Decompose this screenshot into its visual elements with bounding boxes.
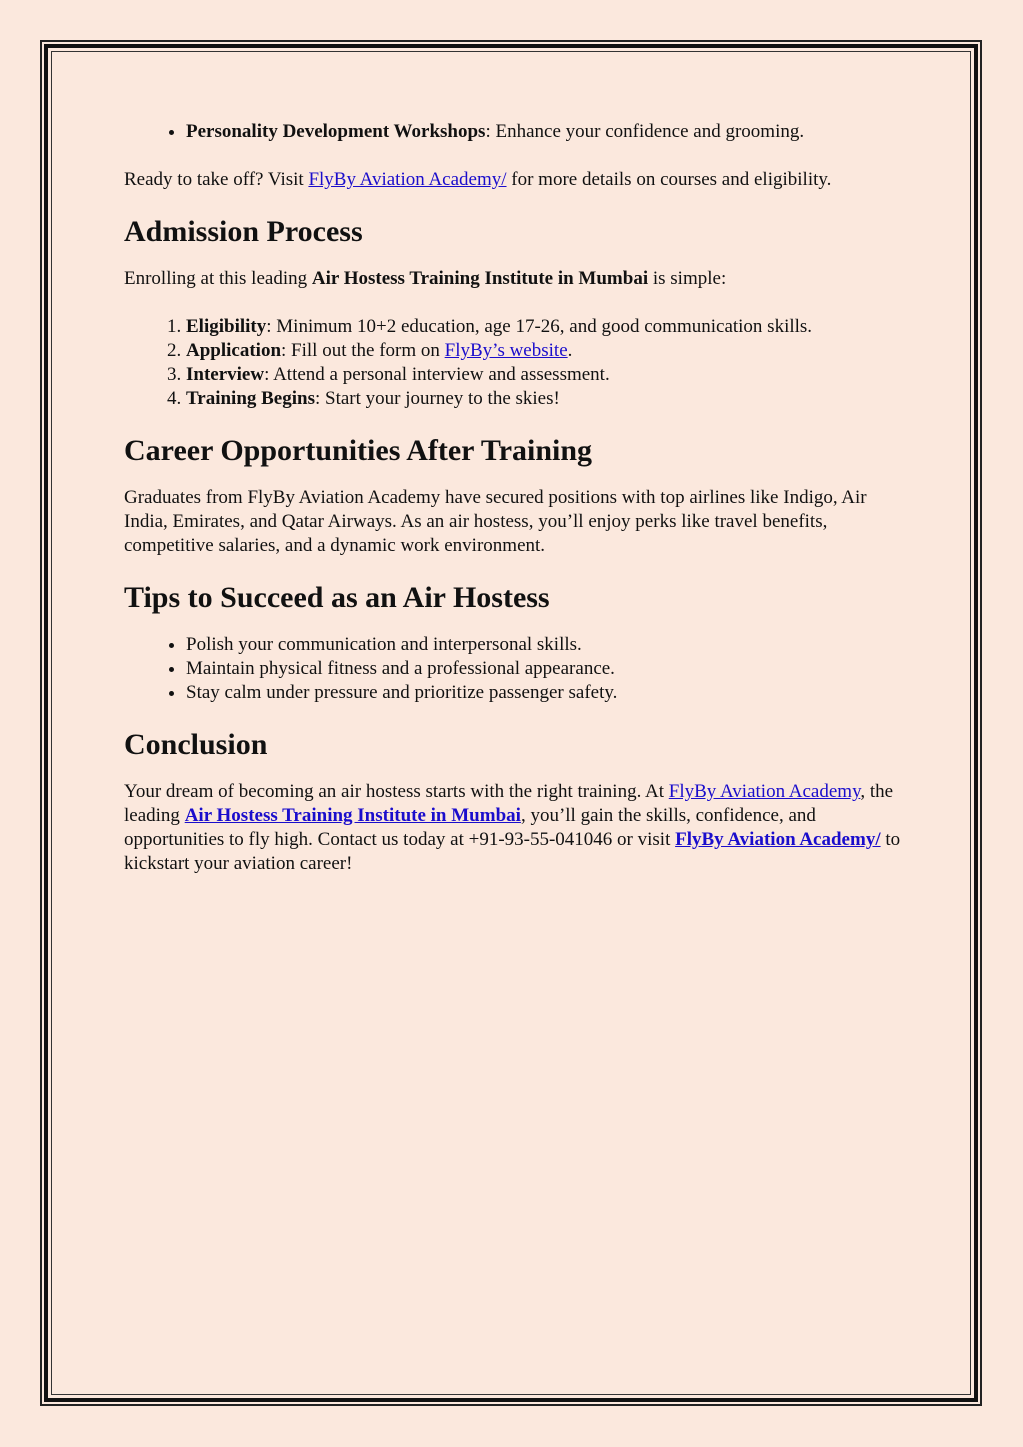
list-item-title: Personality Development Workshops bbox=[186, 121, 486, 142]
step-text: : Minimum 10+2 education, age 17-26, and good communication skills. bbox=[266, 316, 813, 337]
admission-heading: Admission Process bbox=[124, 215, 363, 248]
tips-heading: Tips to Succeed as an Air Hostess bbox=[124, 581, 550, 614]
step-text: : Fill out the form on bbox=[281, 340, 445, 361]
flyby-academy-link[interactable]: FlyBy Aviation Academy/ bbox=[308, 169, 507, 190]
list-item bbox=[186, 120, 914, 144]
step-text: : Start your journey to the skies! bbox=[314, 388, 560, 409]
list-item bbox=[186, 315, 914, 339]
admission-intro bbox=[124, 267, 914, 291]
flyby-academy-link[interactable]: FlyBy Aviation Academy bbox=[668, 781, 861, 802]
list-item bbox=[186, 363, 914, 387]
intro-bold-text: Air Hostess Training Institute in Mumbai bbox=[311, 268, 649, 289]
conclusion-text: to kickstart your aviation career! bbox=[124, 829, 901, 874]
conclusion-text: , the leading bbox=[124, 781, 894, 826]
ready-text-before: Ready to take off? Visit bbox=[124, 169, 309, 190]
intro-text: Enrolling at this leading bbox=[124, 268, 312, 289]
step-title: Eligibility bbox=[186, 316, 267, 337]
ready-text-after: for more details on courses and eligibility. bbox=[506, 169, 832, 190]
admission-steps-list bbox=[124, 315, 914, 411]
features-list bbox=[124, 120, 914, 144]
career-paragraph: Graduates from FlyBy Aviation Academy have secured positions with top airlines like Indigo, Air India, Emirates, and Qatar Airways. As an air hostess, you’ll enjoy perks like travel benefits, competitive salaries, and a dynamic work environment. bbox=[124, 487, 867, 556]
conclusion-text: , you’ll gain the skills, confidence, and opportunities to fly high. Contact us today at +91-93-55-041046 or visit bbox=[124, 805, 816, 850]
conclusion-text: Your dream of becoming an air hostess starts with the right training. At bbox=[124, 781, 669, 802]
career-heading: Career Opportunities After Training bbox=[124, 434, 593, 467]
step-title: Application bbox=[186, 340, 282, 361]
list-item: • Maintain physical fitness and a professional appearance. bbox=[186, 657, 914, 681]
flyby-website-link[interactable]: FlyBy’s website bbox=[444, 340, 568, 361]
list-item: • Polish your communication and interpersonal skills. bbox=[186, 633, 914, 657]
conclusion-paragraph bbox=[124, 780, 914, 876]
step-title: Training Begins bbox=[186, 388, 315, 409]
flyby-academy-bold-link[interactable]: FlyBy Aviation Academy/ bbox=[675, 829, 881, 850]
ready-paragraph bbox=[124, 168, 914, 192]
step-text-tail: . bbox=[567, 340, 573, 361]
list-item bbox=[186, 387, 914, 411]
document-content bbox=[124, 120, 914, 876]
list-item: • Stay calm under pressure and prioritize passenger safety. bbox=[186, 681, 914, 705]
list-item bbox=[186, 339, 914, 363]
step-title: Interview bbox=[186, 364, 265, 385]
conclusion-heading: Conclusion bbox=[124, 728, 268, 761]
list-item-text: : Enhance your confidence and grooming. bbox=[485, 121, 805, 142]
step-text: : Attend a personal interview and assessment. bbox=[264, 364, 610, 385]
tips-list bbox=[124, 633, 914, 705]
air-hostess-institute-link[interactable]: Air Hostess Training Institute in Mumbai bbox=[184, 805, 521, 826]
intro-text-after: is simple: bbox=[648, 268, 727, 289]
